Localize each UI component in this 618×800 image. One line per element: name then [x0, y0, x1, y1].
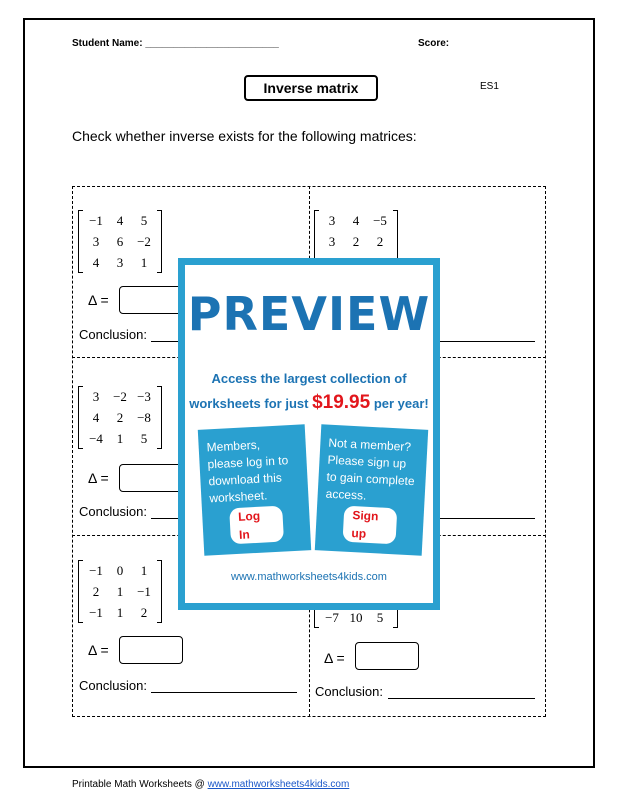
worksheet-title: Inverse matrix — [244, 75, 378, 101]
score-label: Score: — [418, 38, 450, 49]
matrix-5: −1 0 1 2 1 −1 −1 1 2 — [78, 560, 162, 623]
delta-label: Δ = — [88, 642, 109, 658]
determinant-answer-box[interactable] — [119, 286, 183, 314]
preview-panel — [185, 265, 433, 603]
conclusion-line[interactable] — [151, 341, 179, 342]
conclusion-line[interactable] — [440, 518, 535, 519]
conclusion-label: Conclusion: — [315, 684, 383, 699]
conclusion-line[interactable] — [388, 698, 535, 699]
preview-heading: PREVIEW — [187, 287, 431, 341]
determinant-answer-box[interactable] — [119, 464, 183, 492]
conclusion-label: Conclusion: — [79, 327, 147, 342]
conclusion-label: Conclusion: — [79, 678, 147, 693]
delta-label: Δ = — [88, 470, 109, 486]
delta-label: Δ = — [88, 292, 109, 308]
delta-label: Δ = — [324, 650, 345, 666]
matrix-1: −1 4 5 3 6 −2 4 3 1 — [78, 210, 162, 273]
matrix-3: 3 −2 −3 4 2 −8 −4 1 5 — [78, 386, 162, 449]
student-name-label: Student Name: ________________________ — [72, 38, 279, 49]
login-button[interactable]: Log In — [229, 506, 284, 545]
determinant-answer-box[interactable] — [355, 642, 419, 670]
members-card: Members, please log in to download this worksheet. Log In — [198, 424, 311, 555]
price: $19.95 — [312, 392, 371, 413]
worksheet-code: ES1 — [480, 81, 499, 92]
access-promo: Access the largest collection of worksheets for just $19.95 per year! — [189, 371, 429, 413]
signup-button[interactable]: Sign up — [342, 506, 397, 545]
footer: Printable Math Worksheets @ www.mathworksheets4kids.com — [72, 779, 350, 790]
conclusion-line[interactable] — [151, 518, 179, 519]
preview-site-link[interactable]: www.mathworksheets4kids.com — [231, 571, 387, 583]
footer-link[interactable]: www.mathworksheets4kids.com — [207, 779, 350, 790]
instructions: Check whether inverse exists for the following matrices: — [72, 128, 417, 144]
conclusion-line[interactable] — [151, 692, 297, 693]
preview-overlay — [178, 258, 440, 610]
matrix-6: −7 10 5 — [314, 607, 398, 628]
conclusion-line[interactable] — [440, 341, 535, 342]
determinant-answer-box[interactable] — [119, 636, 183, 664]
signup-card: Not a member? Please sign up to gain complete access. Sign up — [315, 424, 428, 555]
conclusion-label: Conclusion: — [79, 504, 147, 519]
matrix-2: 3 4 −5 3 2 2 — [314, 210, 398, 264]
